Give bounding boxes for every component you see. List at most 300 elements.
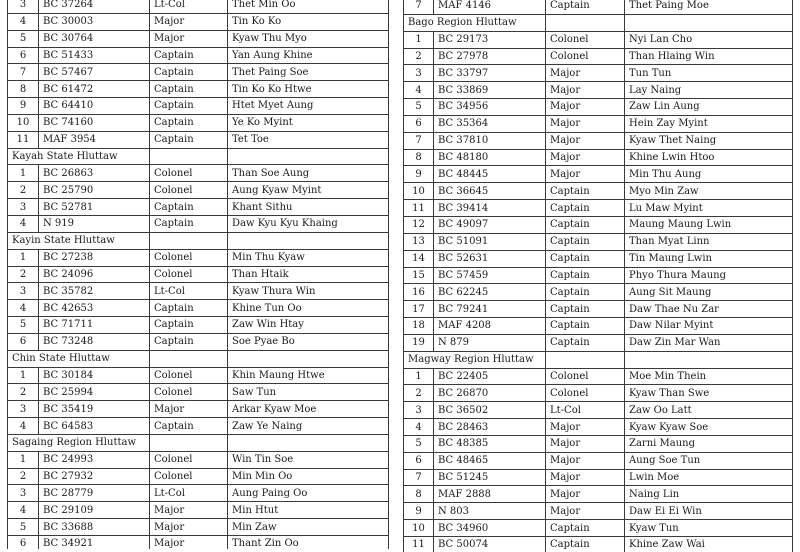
name-cell: Tin Maung Lwin: [625, 250, 793, 267]
service-id-cell: BC 48385: [434, 435, 546, 452]
rank-cell: Captain: [546, 537, 625, 552]
row-number-cell: 3: [404, 402, 434, 419]
rank-cell: Captain: [150, 333, 228, 350]
service-id-cell: BC 28779: [39, 485, 150, 502]
table-row: [8, 485, 389, 502]
name-cell: Ye Ko Myint: [228, 114, 389, 131]
row-number-cell: 17: [404, 301, 434, 318]
table-row: [404, 385, 793, 402]
table-row: [404, 48, 793, 65]
service-id-cell: BC 51091: [434, 233, 546, 250]
name-cell: Tin Ko Ko Htwe: [228, 81, 389, 98]
rank-cell: Captain: [546, 200, 625, 217]
section-header-row: [8, 434, 389, 451]
row-number-cell: 9: [8, 98, 39, 115]
rank-cell: [546, 14, 625, 31]
service-id-cell: N 803: [434, 503, 546, 520]
row-number-cell: 6: [8, 536, 39, 550]
service-id-cell: BC 57467: [39, 64, 150, 81]
table-row: [404, 200, 793, 217]
name-cell: Aung Soe Tun: [625, 452, 793, 469]
name-cell: [625, 14, 793, 31]
row-number-cell: 3: [8, 485, 39, 502]
row-number-cell: 3: [404, 65, 434, 82]
rank-cell: Colonel: [150, 367, 228, 384]
row-number-cell: 4: [8, 13, 39, 30]
name-cell: Than Hlaing Win: [625, 48, 793, 65]
rank-cell: [150, 232, 228, 249]
name-cell: Kyaw Tun: [625, 520, 793, 537]
rank-cell: Major: [546, 166, 625, 183]
table-row: [8, 451, 389, 468]
name-cell: Daw Ei Ei Win: [625, 503, 793, 520]
row-number-cell: 5: [404, 99, 434, 116]
service-id-cell: BC 57459: [434, 267, 546, 284]
row-number-cell: 6: [404, 452, 434, 469]
rank-cell: [150, 434, 228, 451]
table-row: [404, 267, 793, 284]
rank-cell: Major: [150, 502, 228, 519]
rank-cell: Captain: [546, 334, 625, 351]
service-id-cell: BC 24096: [39, 266, 150, 283]
rank-cell: Captain: [150, 47, 228, 64]
service-id-cell: BC 49097: [434, 216, 546, 233]
row-number-cell: 16: [404, 284, 434, 301]
rank-cell: Lt-Col: [546, 402, 625, 419]
rank-cell: Captain: [546, 301, 625, 318]
service-id-cell: MAF 4208: [434, 318, 546, 335]
service-id-cell: BC 29173: [434, 31, 546, 48]
rank-cell: Captain: [546, 318, 625, 335]
rank-cell: Major: [546, 149, 625, 166]
rank-cell: Captain: [150, 64, 228, 81]
row-number-cell: 4: [404, 419, 434, 436]
name-cell: Soe Pyae Bo: [228, 333, 389, 350]
service-id-cell: BC 34921: [39, 536, 150, 550]
table-row: [8, 30, 389, 47]
table-row: [8, 367, 389, 384]
row-number-cell: 5: [8, 519, 39, 536]
name-cell: Win Tin Soe: [228, 451, 389, 468]
rank-cell: Major: [150, 30, 228, 47]
rank-cell: [546, 351, 625, 368]
name-cell: Daw Kyu Kyu Khaing: [228, 215, 389, 232]
row-number-cell: 11: [8, 131, 39, 148]
name-cell: Khine Zaw Wai: [625, 537, 793, 552]
name-cell: Zarni Maung: [625, 435, 793, 452]
row-number-cell: 13: [404, 233, 434, 250]
rank-cell: Major: [546, 82, 625, 99]
rank-cell: Colonel: [546, 385, 625, 402]
rank-cell: Major: [546, 469, 625, 486]
table-row: [8, 249, 389, 266]
name-cell: Kyaw Than Swe: [625, 385, 793, 402]
rank-cell: [150, 350, 228, 367]
name-cell: Tet Toe: [228, 131, 389, 148]
name-cell: [228, 148, 389, 165]
rank-cell: Major: [546, 65, 625, 82]
service-id-cell: BC 26863: [39, 165, 150, 182]
service-id-cell: BC 27932: [39, 468, 150, 485]
rank-cell: Major: [546, 99, 625, 116]
name-cell: Hein Zay Myint: [625, 115, 793, 132]
table-row: [8, 418, 389, 435]
rank-cell: Captain: [150, 317, 228, 334]
row-number-cell: 11: [404, 537, 434, 552]
service-id-cell: BC 30184: [39, 367, 150, 384]
row-number-cell: 9: [404, 503, 434, 520]
row-number-cell: 7: [8, 64, 39, 81]
service-id-cell: BC 48445: [434, 166, 546, 183]
row-number-cell: 4: [8, 300, 39, 317]
section-title: Magway Region Hluttaw: [404, 351, 546, 368]
name-cell: Lu Maw Myint: [625, 200, 793, 217]
row-number-cell: 1: [8, 249, 39, 266]
name-cell: Thet Min Oo: [228, 0, 389, 13]
rank-cell: Lt-Col: [150, 0, 228, 13]
section-title: Sagaing Region Hluttaw: [8, 434, 150, 451]
rank-cell: Lt-Col: [150, 283, 228, 300]
service-id-cell: BC 36502: [434, 402, 546, 419]
table-row: [404, 250, 793, 267]
table-row: [8, 13, 389, 30]
name-cell: Tun Tun: [625, 65, 793, 82]
rank-cell: Colonel: [150, 384, 228, 401]
row-number-cell: 14: [404, 250, 434, 267]
name-cell: Khant Sithu: [228, 199, 389, 216]
row-number-cell: 2: [8, 468, 39, 485]
name-cell: Aung Kyaw Myint: [228, 182, 389, 199]
rank-cell: Major: [546, 503, 625, 520]
rank-cell: Captain: [150, 215, 228, 232]
rank-cell: Major: [546, 419, 625, 436]
row-number-cell: 3: [8, 401, 39, 418]
rank-cell: Captain: [150, 114, 228, 131]
service-id-cell: BC 30764: [39, 30, 150, 47]
service-id-cell: BC 34956: [434, 99, 546, 116]
row-number-cell: 10: [404, 183, 434, 200]
rank-cell: Major: [546, 132, 625, 149]
rank-cell: Captain: [546, 284, 625, 301]
rank-cell: Colonel: [150, 266, 228, 283]
rank-cell: Captain: [546, 216, 625, 233]
section-header-row: [404, 14, 793, 31]
table-row: [404, 65, 793, 82]
section-title: Kayah State Hluttaw: [8, 148, 150, 165]
name-cell: Khin Maung Htwe: [228, 367, 389, 384]
table-row: [404, 520, 793, 537]
table-row: [404, 503, 793, 520]
rank-cell: Colonel: [150, 249, 228, 266]
row-number-cell: 1: [404, 31, 434, 48]
name-cell: Arkar Kyaw Moe: [228, 401, 389, 418]
name-cell: Nyi Lan Cho: [625, 31, 793, 48]
name-cell: Min Min Oo: [228, 468, 389, 485]
service-id-cell: BC 36645: [434, 183, 546, 200]
row-number-cell: 7: [404, 0, 434, 14]
row-number-cell: 6: [8, 333, 39, 350]
table-row: [404, 452, 793, 469]
name-cell: Kyaw Kyaw Soe: [625, 419, 793, 436]
service-id-cell: N 919: [39, 215, 150, 232]
rank-cell: Captain: [546, 0, 625, 14]
table-row: [8, 81, 389, 98]
table-row: [404, 368, 793, 385]
name-cell: Than Myat Linn: [625, 233, 793, 250]
service-id-cell: BC 33688: [39, 519, 150, 536]
table-row: [8, 468, 389, 485]
table-row: [404, 284, 793, 301]
service-id-cell: BC 25994: [39, 384, 150, 401]
name-cell: Min Zaw: [228, 519, 389, 536]
row-number-cell: 5: [8, 30, 39, 47]
service-id-cell: BC 52781: [39, 199, 150, 216]
row-number-cell: 1: [404, 368, 434, 385]
table-row: [8, 165, 389, 182]
table-row: [8, 98, 389, 115]
service-id-cell: BC 24993: [39, 451, 150, 468]
service-id-cell: BC 42653: [39, 300, 150, 317]
section-title: Kayin State Hluttaw: [8, 232, 150, 249]
row-number-cell: 8: [404, 149, 434, 166]
service-id-cell: BC 35419: [39, 401, 150, 418]
name-cell: Htet Myet Aung: [228, 98, 389, 115]
row-number-cell: 7: [404, 469, 434, 486]
table-row: [404, 402, 793, 419]
rank-cell: Captain: [546, 520, 625, 537]
rank-cell: Major: [150, 519, 228, 536]
row-number-cell: 3: [8, 199, 39, 216]
rank-cell: Major: [150, 13, 228, 30]
name-cell: Kyaw Thet Naing: [625, 132, 793, 149]
row-number-cell: 5: [8, 317, 39, 334]
left-roster-panel: [7, 0, 389, 549]
service-id-cell: BC 62245: [434, 284, 546, 301]
rank-cell: [150, 148, 228, 165]
service-id-cell: MAF 4146: [434, 0, 546, 14]
service-id-cell: BC 79241: [434, 301, 546, 318]
service-id-cell: BC 48465: [434, 452, 546, 469]
row-number-cell: 18: [404, 318, 434, 335]
rank-cell: Colonel: [546, 31, 625, 48]
rank-cell: Major: [546, 486, 625, 503]
rank-cell: Colonel: [150, 451, 228, 468]
table-row: [8, 114, 389, 131]
section-title: Bago Region Hluttaw: [404, 14, 546, 31]
service-id-cell: BC 71711: [39, 317, 150, 334]
service-id-cell: N 879: [434, 334, 546, 351]
service-id-cell: BC 50074: [434, 537, 546, 552]
section-header-row: [8, 232, 389, 249]
name-cell: Kyaw Thu Myo: [228, 30, 389, 47]
row-number-cell: 6: [8, 47, 39, 64]
rank-cell: Colonel: [150, 182, 228, 199]
table-row: [404, 301, 793, 318]
name-cell: [228, 232, 389, 249]
rank-cell: Captain: [546, 183, 625, 200]
name-cell: Kyaw Thura Win: [228, 283, 389, 300]
service-id-cell: BC 35364: [434, 115, 546, 132]
table-row: [8, 300, 389, 317]
row-number-cell: 4: [8, 418, 39, 435]
name-cell: [228, 350, 389, 367]
rank-cell: Captain: [150, 131, 228, 148]
rank-cell: Captain: [150, 199, 228, 216]
rank-cell: Captain: [150, 418, 228, 435]
rank-cell: Major: [546, 452, 625, 469]
service-id-cell: BC 27978: [434, 48, 546, 65]
row-number-cell: 2: [8, 384, 39, 401]
name-cell: Lay Naing: [625, 82, 793, 99]
name-cell: Khine Lwin Htoo: [625, 149, 793, 166]
name-cell: Saw Tun: [228, 384, 389, 401]
name-cell: Daw Thae Nu Zar: [625, 301, 793, 318]
table-row: [404, 166, 793, 183]
name-cell: Zaw Lin Aung: [625, 99, 793, 116]
service-id-cell: BC 39414: [434, 200, 546, 217]
section-header-row: [8, 350, 389, 367]
section-header-row: [8, 148, 389, 165]
table-row: [404, 99, 793, 116]
name-cell: Daw Zin Mar Wan: [625, 334, 793, 351]
table-row: [404, 31, 793, 48]
row-number-cell: 10: [8, 114, 39, 131]
row-number-cell: 15: [404, 267, 434, 284]
row-number-cell: 4: [8, 502, 39, 519]
row-number-cell: 12: [404, 216, 434, 233]
table-row: [404, 334, 793, 351]
table-row: [404, 419, 793, 436]
rank-cell: Captain: [546, 250, 625, 267]
table-row: [8, 401, 389, 418]
table-row: [404, 0, 793, 14]
name-cell: Yan Aung Khine: [228, 47, 389, 64]
name-cell: Aung Sit Maung: [625, 284, 793, 301]
service-id-cell: BC 64410: [39, 98, 150, 115]
table-row: [8, 131, 389, 148]
name-cell: Myo Min Zaw: [625, 183, 793, 200]
table-row: [8, 182, 389, 199]
rank-cell: Major: [546, 115, 625, 132]
name-cell: Maung Maung Lwin: [625, 216, 793, 233]
row-number-cell: 1: [8, 165, 39, 182]
row-number-cell: 2: [404, 48, 434, 65]
rank-cell: Colonel: [150, 468, 228, 485]
name-cell: [625, 351, 793, 368]
table-row: [8, 283, 389, 300]
row-number-cell: 7: [404, 132, 434, 149]
rank-cell: Colonel: [546, 48, 625, 65]
name-cell: Zaw Ye Naing: [228, 418, 389, 435]
service-id-cell: BC 28463: [434, 419, 546, 436]
table-row: [8, 47, 389, 64]
section-header-row: [404, 351, 793, 368]
name-cell: Than Soe Aung: [228, 165, 389, 182]
table-row: [8, 0, 389, 13]
service-id-cell: BC 33869: [434, 82, 546, 99]
row-number-cell: 3: [8, 283, 39, 300]
service-id-cell: BC 22405: [434, 368, 546, 385]
rank-cell: Captain: [546, 233, 625, 250]
table-row: [404, 115, 793, 132]
service-id-cell: BC 61472: [39, 81, 150, 98]
service-id-cell: BC 74160: [39, 114, 150, 131]
row-number-cell: 11: [404, 200, 434, 217]
table-row: [8, 64, 389, 81]
name-cell: Phyo Thura Maung: [625, 267, 793, 284]
service-id-cell: BC 51245: [434, 469, 546, 486]
table-row: [404, 132, 793, 149]
service-id-cell: BC 33797: [434, 65, 546, 82]
service-id-cell: BC 52631: [434, 250, 546, 267]
table-row: [8, 317, 389, 334]
rank-cell: Major: [546, 435, 625, 452]
rank-cell: Captain: [150, 300, 228, 317]
right-roster-panel: [403, 0, 793, 552]
row-number-cell: 3: [8, 0, 39, 13]
row-number-cell: 10: [404, 520, 434, 537]
name-cell: Khine Tun Oo: [228, 300, 389, 317]
row-number-cell: 4: [8, 215, 39, 232]
table-row: [8, 266, 389, 283]
service-id-cell: BC 25790: [39, 182, 150, 199]
table-row: [404, 233, 793, 250]
service-id-cell: BC 73248: [39, 333, 150, 350]
table-row: [404, 149, 793, 166]
table-row: [404, 216, 793, 233]
row-number-cell: 5: [404, 435, 434, 452]
name-cell: Daw Nilar Myint: [625, 318, 793, 335]
name-cell: Than Htaik: [228, 266, 389, 283]
row-number-cell: 2: [8, 266, 39, 283]
row-number-cell: 19: [404, 334, 434, 351]
name-cell: Min Thu Aung: [625, 166, 793, 183]
row-number-cell: 8: [404, 486, 434, 503]
name-cell: Moe Min Thein: [625, 368, 793, 385]
service-id-cell: BC 30003: [39, 13, 150, 30]
rank-cell: Major: [150, 401, 228, 418]
roster-table-left: [7, 0, 389, 549]
rank-cell: Captain: [150, 98, 228, 115]
name-cell: Min Htut: [228, 502, 389, 519]
name-cell: Thant Zin Oo: [228, 536, 389, 550]
rank-cell: Colonel: [150, 165, 228, 182]
roster-table-right: [403, 0, 793, 552]
table-row: [8, 215, 389, 232]
service-id-cell: BC 37810: [434, 132, 546, 149]
table-row: [404, 82, 793, 99]
service-id-cell: BC 64583: [39, 418, 150, 435]
table-row: [404, 183, 793, 200]
table-row: [8, 384, 389, 401]
roster-table-body: [8, 0, 389, 549]
name-cell: Min Thu Kyaw: [228, 249, 389, 266]
rank-cell: Lt-Col: [150, 485, 228, 502]
row-number-cell: 6: [404, 115, 434, 132]
row-number-cell: 1: [8, 451, 39, 468]
table-row: [8, 519, 389, 536]
roster-table-body: [404, 0, 793, 552]
table-row: [8, 333, 389, 350]
name-cell: [228, 434, 389, 451]
row-number-cell: 4: [404, 82, 434, 99]
table-row: [404, 486, 793, 503]
service-id-cell: MAF 3954: [39, 131, 150, 148]
service-id-cell: BC 51433: [39, 47, 150, 64]
row-number-cell: 2: [404, 385, 434, 402]
row-number-cell: 9: [404, 166, 434, 183]
table-row: [404, 435, 793, 452]
